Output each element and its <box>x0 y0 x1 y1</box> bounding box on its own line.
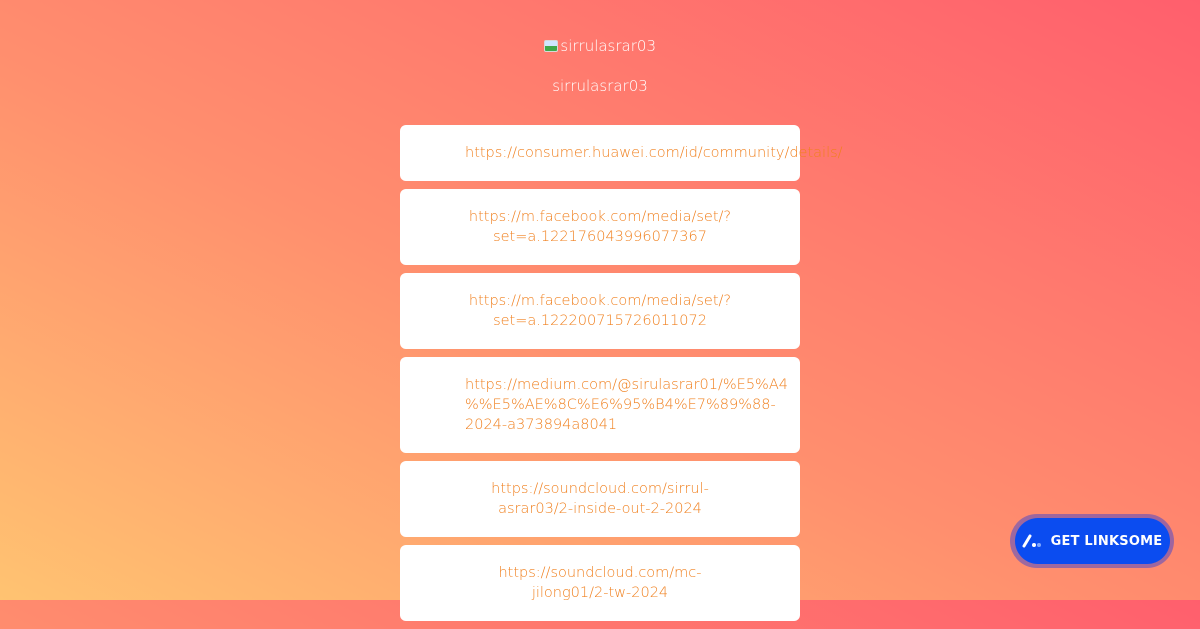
broken-image-icon <box>544 40 558 52</box>
link-label: https://soundcloud.com/mc-jilong01/2-tw-2024 <box>498 565 702 601</box>
link-label: https://m.facebook.com/media/set/?set=a.122176043996077367 <box>468 209 732 245</box>
linksome-logo-icon <box>1022 534 1042 548</box>
link-button-medium[interactable] <box>400 357 800 453</box>
link-button-facebook-1[interactable] <box>400 189 800 265</box>
profile-header <box>0 36 1200 95</box>
link-button-huawei[interactable] <box>400 125 843 181</box>
profile-username: sirrulasrar03 <box>552 77 648 95</box>
link-label: https://soundcloud.com/sirrul-asrar03/2-inside-out-2-2024 <box>491 481 709 517</box>
link-label: https://medium.com/@sirulasrar01/%E5%A4%%E5%AE%8C%E6%95%B4%E7%89%88-2024-a373894a8041 <box>465 377 788 433</box>
avatar-alt-text: sirrulasrar03 <box>560 37 656 55</box>
link-button-facebook-2[interactable] <box>400 273 800 349</box>
avatar <box>544 36 656 56</box>
link-button-soundcloud-2[interactable] <box>400 545 800 621</box>
get-linksome-label: GET LINKSOME <box>1050 533 1163 549</box>
link-label: https://consumer.huawei.com/id/community/details/ <box>465 145 843 161</box>
link-button-soundcloud-1[interactable] <box>400 461 800 537</box>
link-label: https://m.facebook.com/media/set/?set=a.122200715726011072 <box>468 293 732 329</box>
get-linksome-button[interactable] <box>1015 518 1170 564</box>
link-list <box>400 125 843 629</box>
get-linksome-button-wrapper <box>1010 514 1174 568</box>
